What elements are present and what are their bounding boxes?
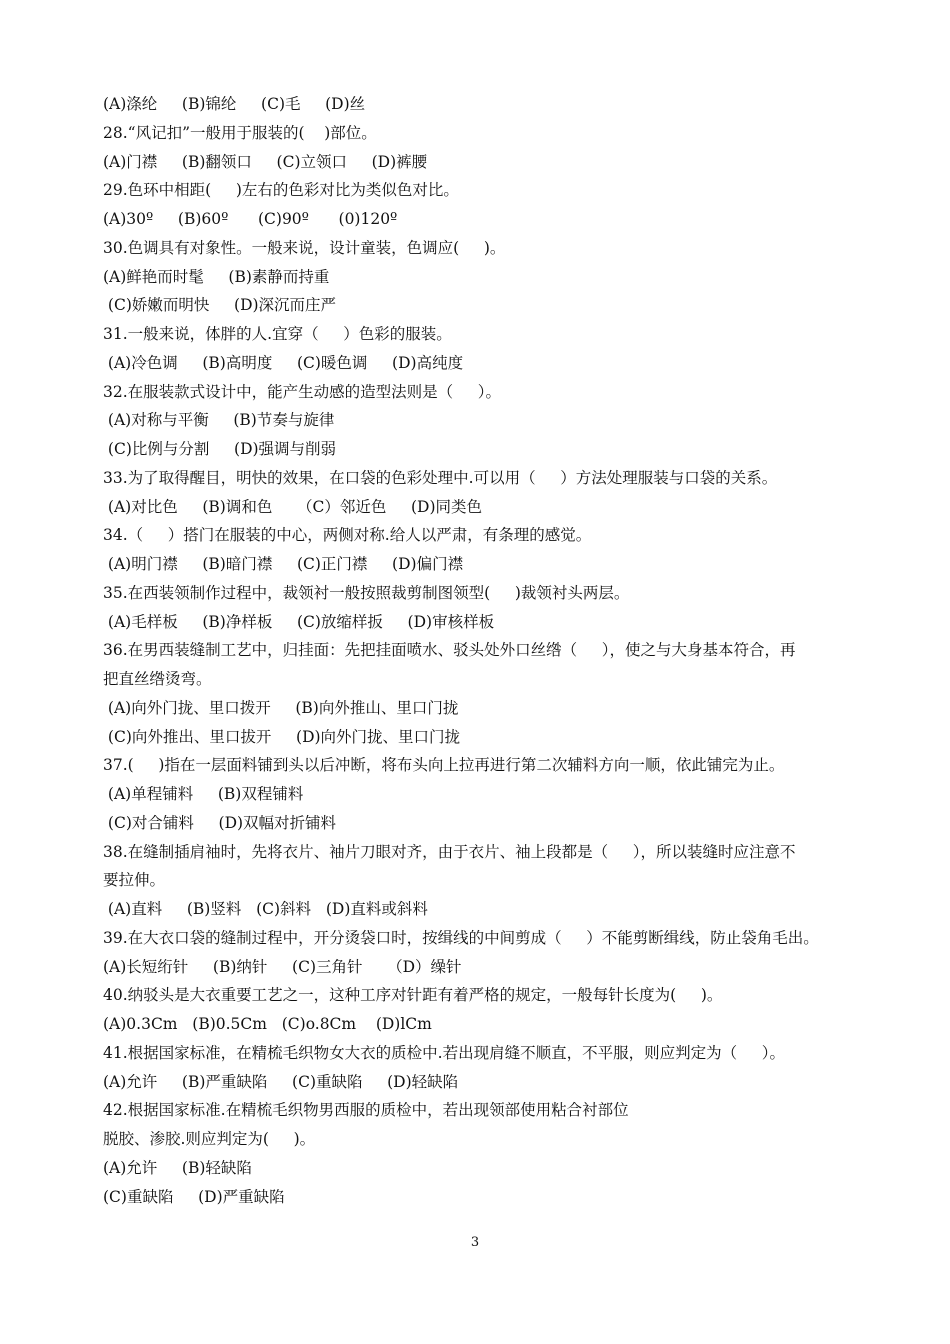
answer-options-line: (A)30º (B)60º (C)90º (0)120º <box>103 210 398 228</box>
answer-options-line: (C)娇嫩而明快 (D)深沉而庄严 <box>103 296 337 315</box>
answer-options-line: (A)长短绗针 (B)纳针 (C)三角针 （D）缲针 <box>103 957 462 976</box>
question-line: 37.( )指在一层面料铺到头以后冲断，将布头向上拉再进行第二次辅料方向一顺，依此铺完为止。 <box>103 756 785 775</box>
question-line: 39.在大衣口袋的缝制过程中，开分烫袋口时，按缉线的中间剪成（ ）不能剪断缉线，防止袋角毛出。 <box>103 928 819 947</box>
answer-options-line: (A)允许 (B)严重缺陷 (C)重缺陷 (D)轻缺陷 <box>103 1072 459 1091</box>
answer-options-line: (A)0.3Cm (B)0.5Cm (C)o.8Cm (D)lCm <box>103 1015 432 1033</box>
question-line: 34.（ ）搭门在服装的中心，两侧对称.给人以严肃，有条理的感觉。 <box>103 526 592 545</box>
question-line: 32.在服装款式设计中，能产生动感的造型法则是（ ）。 <box>103 382 502 401</box>
answer-options-line: (A)涤纶 (B)锦纶 (C)毛 (D)丝 <box>103 95 366 113</box>
question-line: 要拉伸。 <box>103 871 166 890</box>
question-line: 把直丝绺烫弯。 <box>103 670 212 688</box>
answer-options-line: (A)允许 (B)轻缺陷 <box>103 1158 252 1177</box>
question-line: 38.在缝制插肩袖时，先将衣片、袖片刀眼对齐，由于衣片、袖上段都是（ ），所以装缝时应注意不 <box>103 842 796 861</box>
question-line: 33.为了取得醒目，明快的效果，在口袋的色彩处理中.可以用（ ）方法处理服装与口袋的关系。 <box>103 468 778 487</box>
answer-options-line: (A)向外门拢、里口拨开 (B)向外推山、里口门拢 <box>103 698 459 717</box>
answer-options-line: (C)重缺陷 (D)严重缺陷 <box>103 1187 285 1206</box>
answer-options-line: (A)毛样板 (B)净样板 (C)放缩样扳 (D)审核样板 <box>103 612 495 631</box>
question-line: 42.根据国家标准.在精梳毛织物男西服的质检中，若出现领部使用粘合衬部位 <box>103 1101 629 1120</box>
question-line: 29.色环中相距( )左右的色彩对比为类似色对比。 <box>103 181 459 200</box>
answer-options-line: (C)向外推出、里口拔开 (D)向外门拢、里口门拢 <box>103 727 461 746</box>
answer-options-line: (A)冷色调 (B)高明度 (C)暖色调 (D)高纯度 <box>103 353 464 372</box>
question-line: 40.纳驳头是大衣重要工艺之一，这种工序对针距有着严格的规定，一般每针长度为( )。 <box>103 986 723 1005</box>
answer-options-line: (C)比例与分割 (D)强调与削弱 <box>103 440 337 458</box>
page-number: 3 <box>470 1235 480 1250</box>
answer-options-line: (A)明门襟 (B)暗门襟 (C)正门襟 (D)偏门襟 <box>103 555 464 573</box>
question-line: 35.在西装领制作过程中，裁领衬一般按照裁剪制图领型( )裁领衬头两层。 <box>103 583 630 602</box>
answer-options-line: (A)对称与平衡 (B)节奏与旋律 <box>103 411 335 430</box>
answer-options-line: (A)对比色 (B)调和色 （C）邻近色 (D)同类色 <box>103 497 482 516</box>
question-line: 41.根据国家标准，在精梳毛织物女大衣的质检中.若出现肩缝不顺直，不平服，则应判定为（ ）。 <box>103 1043 785 1062</box>
answer-options-line: (A)门襟 (B)翻领口 (C)立领口 (D)裤腰 <box>103 152 428 171</box>
question-line: 28.“风记扣”一般用于服装的( )部位。 <box>103 123 377 142</box>
answer-options-line: (A)直料 (B)竖料 (C)斜料 (D)直料或斜料 <box>103 900 428 918</box>
question-line: 脱胶、渗胶.则应判定为( )。 <box>103 1130 316 1148</box>
question-line: 30.色调具有对象性。一般来说，设计童装，色调应( )。 <box>103 238 506 257</box>
answer-options-line: (A)鲜艳而时髦 (B)素静而持重 <box>103 267 330 286</box>
answer-options-line: (C)对合铺料 (D)双幅对折铺料 <box>103 813 337 832</box>
question-line: 31.一般来说，体胖的人.宜穿（ ）色彩的服装。 <box>103 325 452 343</box>
answer-options-line: (A)单程铺料 (B)双程铺料 <box>103 785 304 803</box>
question-line: 36.在男西装缝制工艺中，归挂面：先把挂面喷水、驳头处外口丝绺（ ），使之与大身基本符合，再 <box>103 641 796 660</box>
